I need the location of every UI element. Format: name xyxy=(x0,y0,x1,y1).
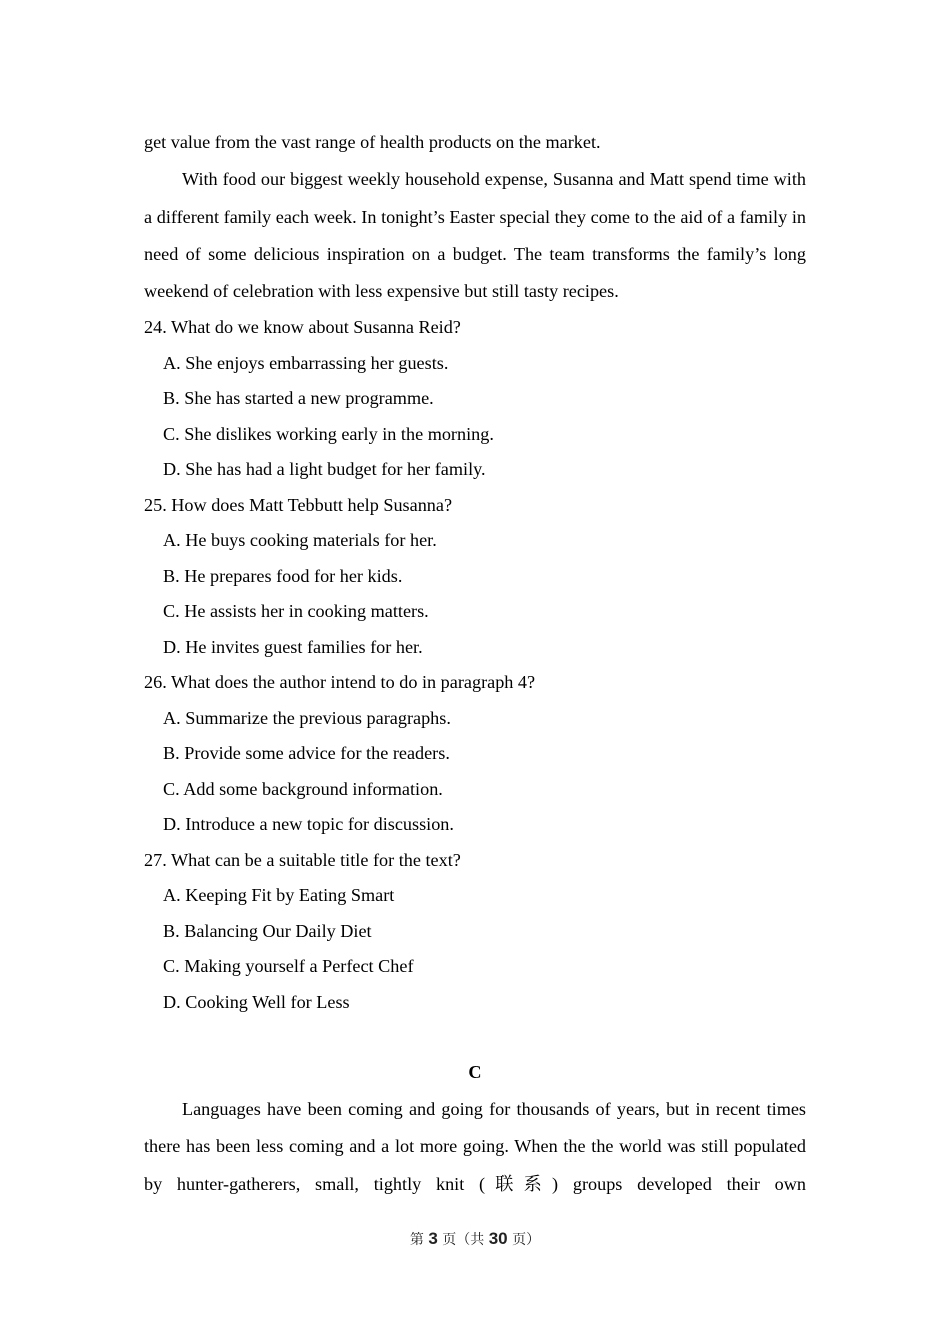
answer-option: C. Add some background information. xyxy=(163,778,443,799)
answer-option: B. He prepares food for her kids. xyxy=(163,565,403,586)
answer-option: D. Cooking Well for Less xyxy=(163,991,350,1012)
paragraph-continued: get value from the vast range of health products on the market. xyxy=(144,132,601,152)
document-page xyxy=(144,124,806,1203)
answer-option: C. She dislikes working early in the morning. xyxy=(163,423,494,444)
answer-option: C. He assists her in cooking matters. xyxy=(163,601,429,622)
footer-mid: 页（共 xyxy=(442,1232,485,1248)
answer-option: B. Provide some advice for the readers. xyxy=(163,743,450,764)
answer-option: A. He buys cooking materials for her. xyxy=(163,530,437,551)
answer-option: D. Introduce a new topic for discussion. xyxy=(163,814,454,835)
answer-option: B. She has started a new programme. xyxy=(163,388,434,409)
answer-option: B. Balancing Our Daily Diet xyxy=(163,920,372,941)
question-stem: 27. What can be a suitable title for the text? xyxy=(144,849,461,870)
question-stem: 26. What does the author intend to do in paragraph 4? xyxy=(144,672,536,693)
section-c-paragraph: Languages have been coming and going for thousands of years, but in recent times there has been less coming and a lot more going. When the the world was still populated by hunter-gatherers, small, tightly knit (联系) groups developed their own xyxy=(144,1098,806,1194)
answer-option: A. She enjoys embarrassing her guests. xyxy=(163,352,449,373)
paragraph: With food our biggest weekly household expense, Susanna and Matt spend time with a different family each week. In tonight’s Easter special they come to the aid of a family in need of some delicious inspiration on a budget. The team transforms the family’s long weekend of celebration with less expensive but still tasty recipes. xyxy=(144,169,806,302)
answer-option: A. Summarize the previous paragraphs. xyxy=(163,707,451,728)
answer-option: D. She has had a light budget for her family. xyxy=(163,459,486,480)
page-footer xyxy=(0,1229,950,1249)
total-pages: 30 xyxy=(488,1229,508,1248)
section-heading: C xyxy=(468,1062,482,1083)
footer-suffix: 页） xyxy=(512,1232,541,1248)
page-number: 3 xyxy=(428,1229,438,1248)
question-stem: 25. How does Matt Tebbutt help Susanna? xyxy=(144,494,453,515)
question-stem: 24. What do we know about Susanna Reid? xyxy=(144,317,461,338)
answer-option: C. Making yourself a Perfect Chef xyxy=(163,956,414,977)
answer-option: A. Keeping Fit by Eating Smart xyxy=(163,885,395,906)
footer-prefix: 第 xyxy=(409,1232,424,1248)
answer-option: D. He invites guest families for her. xyxy=(163,636,423,657)
question-list xyxy=(144,310,806,1020)
